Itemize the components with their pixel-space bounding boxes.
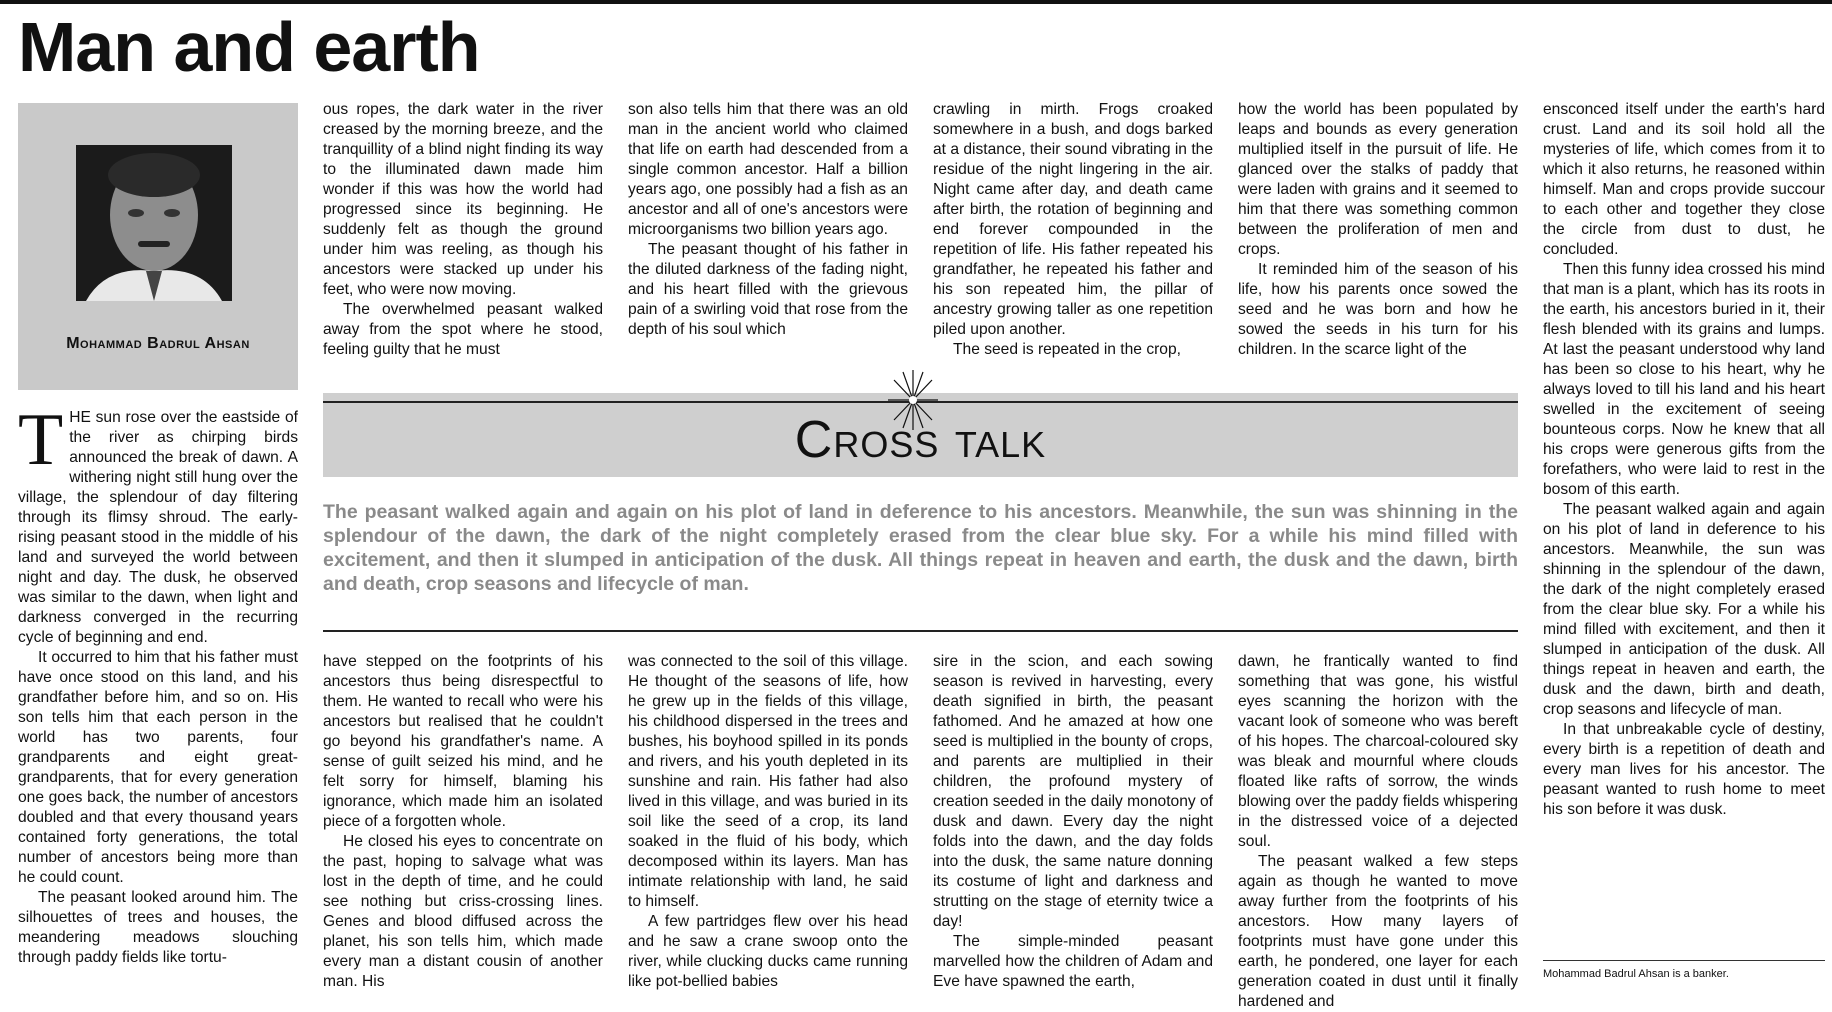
paragraph: crawling in mirth. Frogs croaked somewhere in a bush, and dogs barked at a distance, their sound vibrating in the residue of the night lingering in the air. Night came after day, and death came after birth, the rotation of beginning and end forever compounded in the repetition of life. His father repeated his grandfather, he repeated his father and his son repeated him, the pillar of ancestry growing taller as one repetition piled upon another. bbox=[933, 101, 1213, 338]
paragraph: Then this funny idea crossed his mind that man is a plant, which has its roots in the earth, his ancestors buried in it, their flesh blended with its grains and lumps. At last the peasant understood why land has been so close to his heart, why he always loved to till his land and his heart swelled in the excitement of seeing bounteous corps. Now he knew that all his crops were generous gifts from the forefathers, who were laid to rest in the bosom of this earth. bbox=[1543, 261, 1825, 498]
paragraph: have stepped on the footprints of his ancestors thus being disrespectful to them. He wanted to recall who were his ancestors but realised that he couldn't go beyond his grandfather's name. A sense of guilt seized his mind, and he felt sorry for himself, blaming his ignorance, which made him an isolated piece of a forgotten whole. bbox=[323, 653, 603, 830]
paragraph: HE sun rose over the eastside of the river as chirping birds announced the break of dawn. A withering night still hung over the village, the splendour of day filtering through its flimsy shroud. The early-rising peasant stood in the middle of his land and surveyed the world between night and day. The dusk, he observed was similar to the dawn, when light and darkness converged in the recurring cycle of beginning and end. bbox=[18, 409, 298, 646]
column-6 bbox=[1543, 100, 1825, 945]
paragraph: In that unbreakable cycle of destiny, every birth is a repetition of death and every man lives for his ancestor. The peasant wanted to rush home to meet his son before it was dusk. bbox=[1543, 721, 1825, 818]
headline: Man and earth bbox=[18, 8, 480, 86]
paragraph: how the world has been populated by leaps and bounds as every generation multiplied itself in the pursuit of life. He glanced over the stalks of paddy that were laden with grains and it seemed to him that there was something common between the proliferation of men and crops. bbox=[1238, 101, 1518, 258]
paragraph: ensconced itself under the earth's hard crust. Land and its soil hold all the mysteries of life, which comes from it to which it also returns, he reasoned within himself. Man and crops provide succour to each other and together they close the circle from dust to dust, he concluded. bbox=[1543, 101, 1825, 258]
paragraph: It occurred to him that his father must have once stood on this land, and his grandfather before him, and so on. His son tells him that each person in the world has two parents, four grandparents and eight great-grandparents, that for every generation one goes back, the number of ancestors doubled and that every thousand years contained forty generations, the total number of ancestors being more than he could count. bbox=[18, 649, 298, 886]
footnote-rule bbox=[1543, 960, 1825, 961]
top-rule bbox=[0, 0, 1832, 4]
paragraph: sire in the scion, and each sowing season is revived in harvesting, every death signified in birth, the peasant fathomed. And he amazed at how one seed is multiplied in the bounty of crops, and parents are multiplied in their children, the profound mystery of creation seeded in the daily monotony of dusk and dawn. Every day the night folds into the dawn, and the day folds into the dusk, the same nature donning its costume of light and darkness and strutting on the stage of eternity twice a day! bbox=[933, 653, 1214, 930]
drop-cap: T bbox=[18, 399, 64, 481]
paragraph: ous ropes, the dark water in the river creased by the morning breeze, and the tranquillity of a blind night finding its way to the illuminated dawn made him wonder if this was how the world had progressed since its beginning. He suddenly felt as though the ground under him was reeling, as though his ancestors were stacked up under his feet, who were now moving. bbox=[323, 101, 603, 298]
column-4 bbox=[933, 100, 1213, 386]
paragraph: The peasant walked a few steps again as though he wanted to move away further from the footprints of his ancestors. How many layers of footprints must have gone under this earth, he pondered, one layer for each generation coated in dust until it finally hardened and bbox=[1238, 853, 1518, 1010]
column-5 bbox=[1238, 100, 1518, 386]
column-8 bbox=[628, 652, 908, 999]
paragraph: The peasant looked around him. The silhouettes of trees and houses, the meandering meadows slouching through paddy fields like tortu- bbox=[18, 889, 298, 966]
paragraph: was connected to the soil of this village. He thought of the seasons of life, how he grew up in the fields of this village, his childhood dispersed in the trees and bushes, his boyhood spilled in its ponds and rivers, and his youth depleted in its sunshine and rain. His father had also lived in this village, and was buried in its soil like the seed of a crop, its land soaked in the fluid of his body, which decomposed within its layers. Man has intimate relationship with land, he said to himself. bbox=[628, 653, 908, 910]
pull-quote-rule bbox=[323, 630, 1518, 632]
column-3 bbox=[628, 100, 908, 386]
cross-talk-title: Cross talk bbox=[794, 411, 1047, 469]
column-7 bbox=[323, 652, 603, 999]
paragraph: dawn, he frantically wanted to find something that was gone, his wistful eyes scanning the horizon with the vacant look of someone who was bereft of his hopes. The charcoal-coloured sky was bleak and mournful where clouds floated like rafts of sorrow, the winds blowing over the paddy fields whispering in the distressed voice of a dejected soul. bbox=[1238, 653, 1518, 850]
paragraph: son also tells him that there was an old man in the ancient world who claimed that life on earth had descended from a single common ancestor. Half a billion years ago, one possibly had a fish as an ancestor and all of one's ancestors were microorganisms two billion years ago. bbox=[628, 101, 908, 238]
column-10 bbox=[1238, 652, 1518, 1010]
portrait-photo-icon bbox=[76, 145, 232, 301]
pull-quote: The peasant walked again and again on his plot of land in deference to his ancestors. Meanwhile, the sun was shinning in the splendour of the dawn, the dark of the night completely erased from the clear blue sky. For a while his mind filled with excitement, and then it slumped in anticipation of the dusk. All things repeat in heaven and earth, the dusk and the dawn, birth and death, crop seasons and lifecycle of man. bbox=[323, 501, 1518, 595]
paragraph: The peasant walked again and again on his plot of land in deference to his ancestors. Meanwhile, the sun was shinning in the splendour of the dawn, the dark of the night completely erased from the clear blue sky. For a while his mind filled with excitement, and then it slumped in anticipation of the dusk. All things repeat in heaven and earth, the dusk and the dawn, birth and death, crop seasons and lifecycle of man. bbox=[1543, 501, 1825, 718]
paragraph: The overwhelmed peasant walked away from the spot where he stood, feeling guilty that he must bbox=[323, 301, 603, 358]
paragraph: The seed is repeated in the crop, bbox=[953, 341, 1181, 358]
column-1 bbox=[18, 399, 298, 999]
paragraph: The simple-minded peasant marvelled how the children of Adam and Eve have spawned the earth, bbox=[933, 933, 1213, 990]
column-9 bbox=[933, 652, 1213, 999]
byline: Mohammad Badrul Ahsan bbox=[66, 335, 250, 352]
paragraph: A few partridges flew over his head and he saw a crane swoop onto the river, while clucking ducks came running like pot-bellied babies bbox=[628, 913, 908, 990]
author-footnote: Mohammad Badrul Ahsan is a banker. bbox=[1543, 968, 1729, 980]
paragraph: He closed his eyes to concentrate on the past, hoping to salvage what was lost in the depth of time, and he could see nothing but criss-crossing lines. Genes and blood diffused across the planet, his son tells him, which made every man a distant cousin of another man. His bbox=[323, 833, 603, 990]
paragraph: It reminded him of the season of his life, how his parents once sowed the seed and he was born and how he sowed the seeds in his turn for his children. In the scarce light of the bbox=[1238, 261, 1518, 358]
paragraph: The peasant thought of his father in the diluted darkness of the fading night, and his heart filled with the grievous pain of a swirling void that rose from the depth of his soul which bbox=[628, 241, 908, 338]
author-photo-box bbox=[18, 103, 298, 390]
column-2 bbox=[323, 100, 603, 386]
